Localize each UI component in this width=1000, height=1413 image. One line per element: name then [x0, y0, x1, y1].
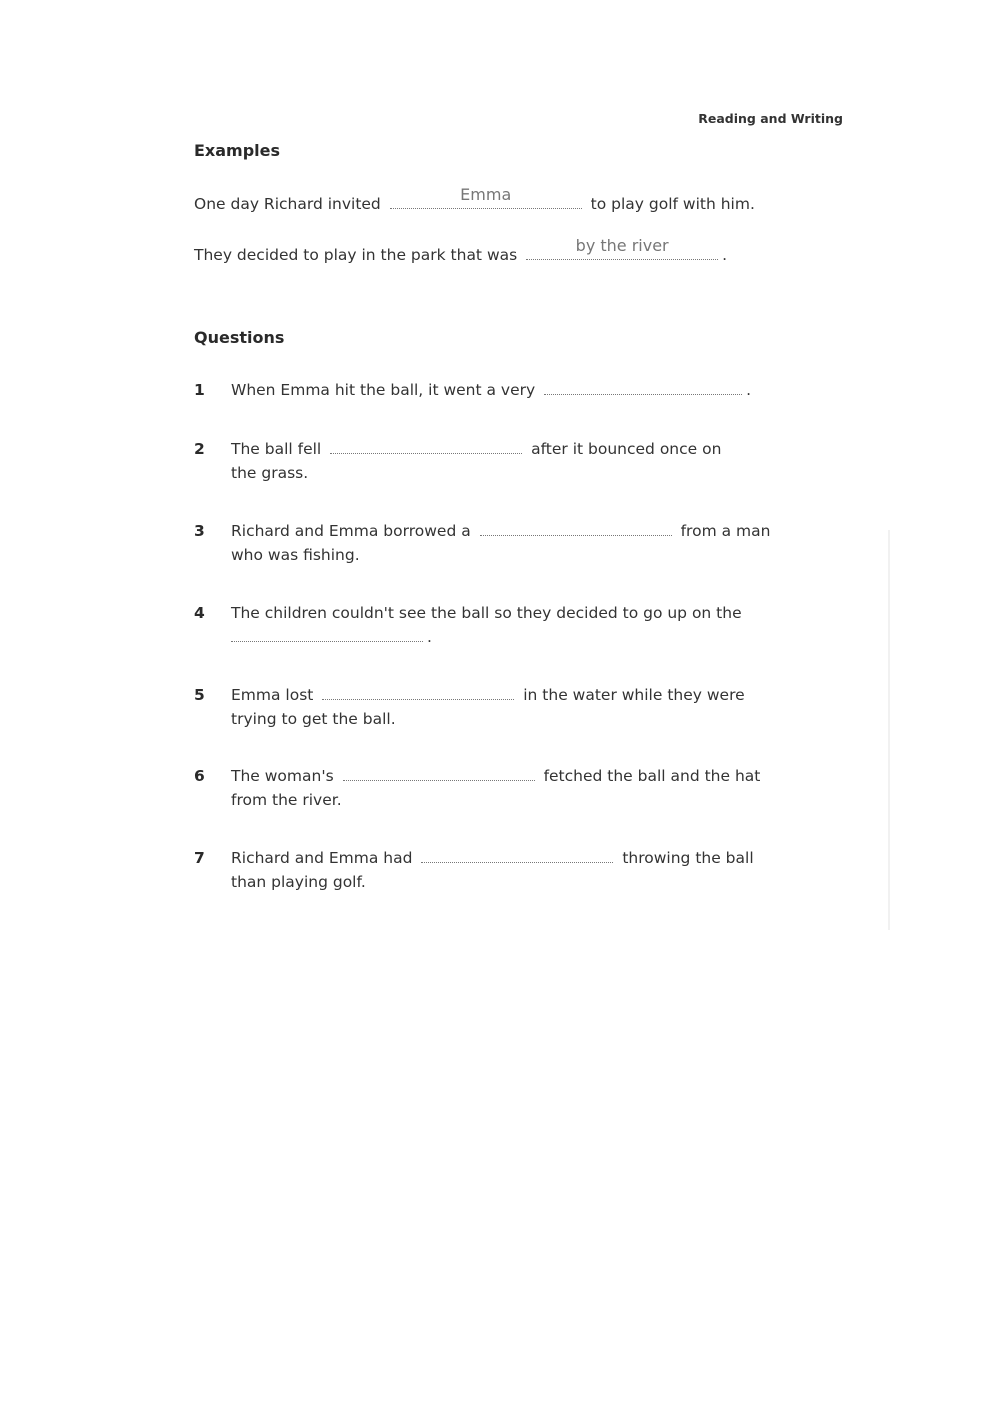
example-2-before: They decided to play in the park that was: [194, 246, 518, 264]
example-1: [194, 185, 755, 216]
question-2-continuation: the grass.: [231, 464, 309, 482]
question-7-text: [231, 846, 791, 894]
question-1-before: When Emma hit the ball, it went a very: [231, 381, 536, 399]
question-3-blank[interactable]: [480, 519, 672, 536]
question-6-blank[interactable]: [343, 764, 535, 781]
question-7-before: Richard and Emma had: [231, 849, 413, 867]
question-6-before: The woman's: [231, 767, 334, 785]
example-2-blank: [526, 236, 718, 260]
question-3-number: 3: [194, 522, 205, 540]
question-1-after: .: [746, 381, 752, 399]
question-7-continuation: than playing golf.: [231, 873, 366, 891]
question-5-after: in the water while they were: [523, 686, 745, 704]
question-4-after: .: [427, 628, 432, 646]
example-2-answer: by the river: [575, 236, 669, 255]
question-5-blank[interactable]: [322, 683, 514, 700]
question-6-continuation: from the river.: [231, 791, 342, 809]
example-2-after: .: [722, 246, 728, 264]
questions-heading: Questions: [194, 328, 285, 347]
question-7-after: throwing the ball: [622, 849, 754, 867]
question-2-after: after it bounced once on: [531, 440, 722, 458]
question-5-text: [231, 683, 791, 731]
example-1-before: One day Richard invited: [194, 195, 381, 213]
question-3-before: Richard and Emma borrowed a: [231, 522, 471, 540]
question-3-continuation: who was fishing.: [231, 546, 360, 564]
section-label: Reading and Writing: [698, 111, 843, 126]
question-2-number: 2: [194, 440, 205, 458]
question-4-blank[interactable]: [231, 625, 423, 642]
question-2-text: [231, 437, 791, 485]
example-1-after: to play golf with him.: [590, 195, 755, 213]
question-1-text: [231, 378, 791, 402]
question-6-after: fetched the ball and the hat: [543, 767, 761, 785]
question-3-after: from a man: [680, 522, 771, 540]
example-1-blank: [390, 185, 582, 209]
example-1-answer: Emma: [460, 185, 512, 204]
example-2: [194, 236, 728, 267]
question-4-number: 4: [194, 604, 205, 622]
scan-edge-shadow: [888, 530, 890, 930]
question-1-number: 1: [194, 381, 205, 399]
question-4-before: The children couldn't see the ball so they decided to go up on the: [231, 604, 742, 622]
question-5-before: Emma lost: [231, 686, 314, 704]
question-3-text: [231, 519, 791, 567]
question-6-number: 6: [194, 767, 205, 785]
question-4-text: [231, 601, 791, 649]
question-7-number: 7: [194, 849, 205, 867]
question-2-blank[interactable]: [330, 437, 522, 454]
examples-heading: Examples: [194, 141, 281, 160]
question-6-text: [231, 764, 791, 812]
question-2-before: The ball fell: [231, 440, 322, 458]
question-5-continuation: trying to get the ball.: [231, 710, 396, 728]
question-5-number: 5: [194, 686, 205, 704]
question-7-blank[interactable]: [421, 846, 613, 863]
question-1-blank[interactable]: [544, 378, 742, 395]
